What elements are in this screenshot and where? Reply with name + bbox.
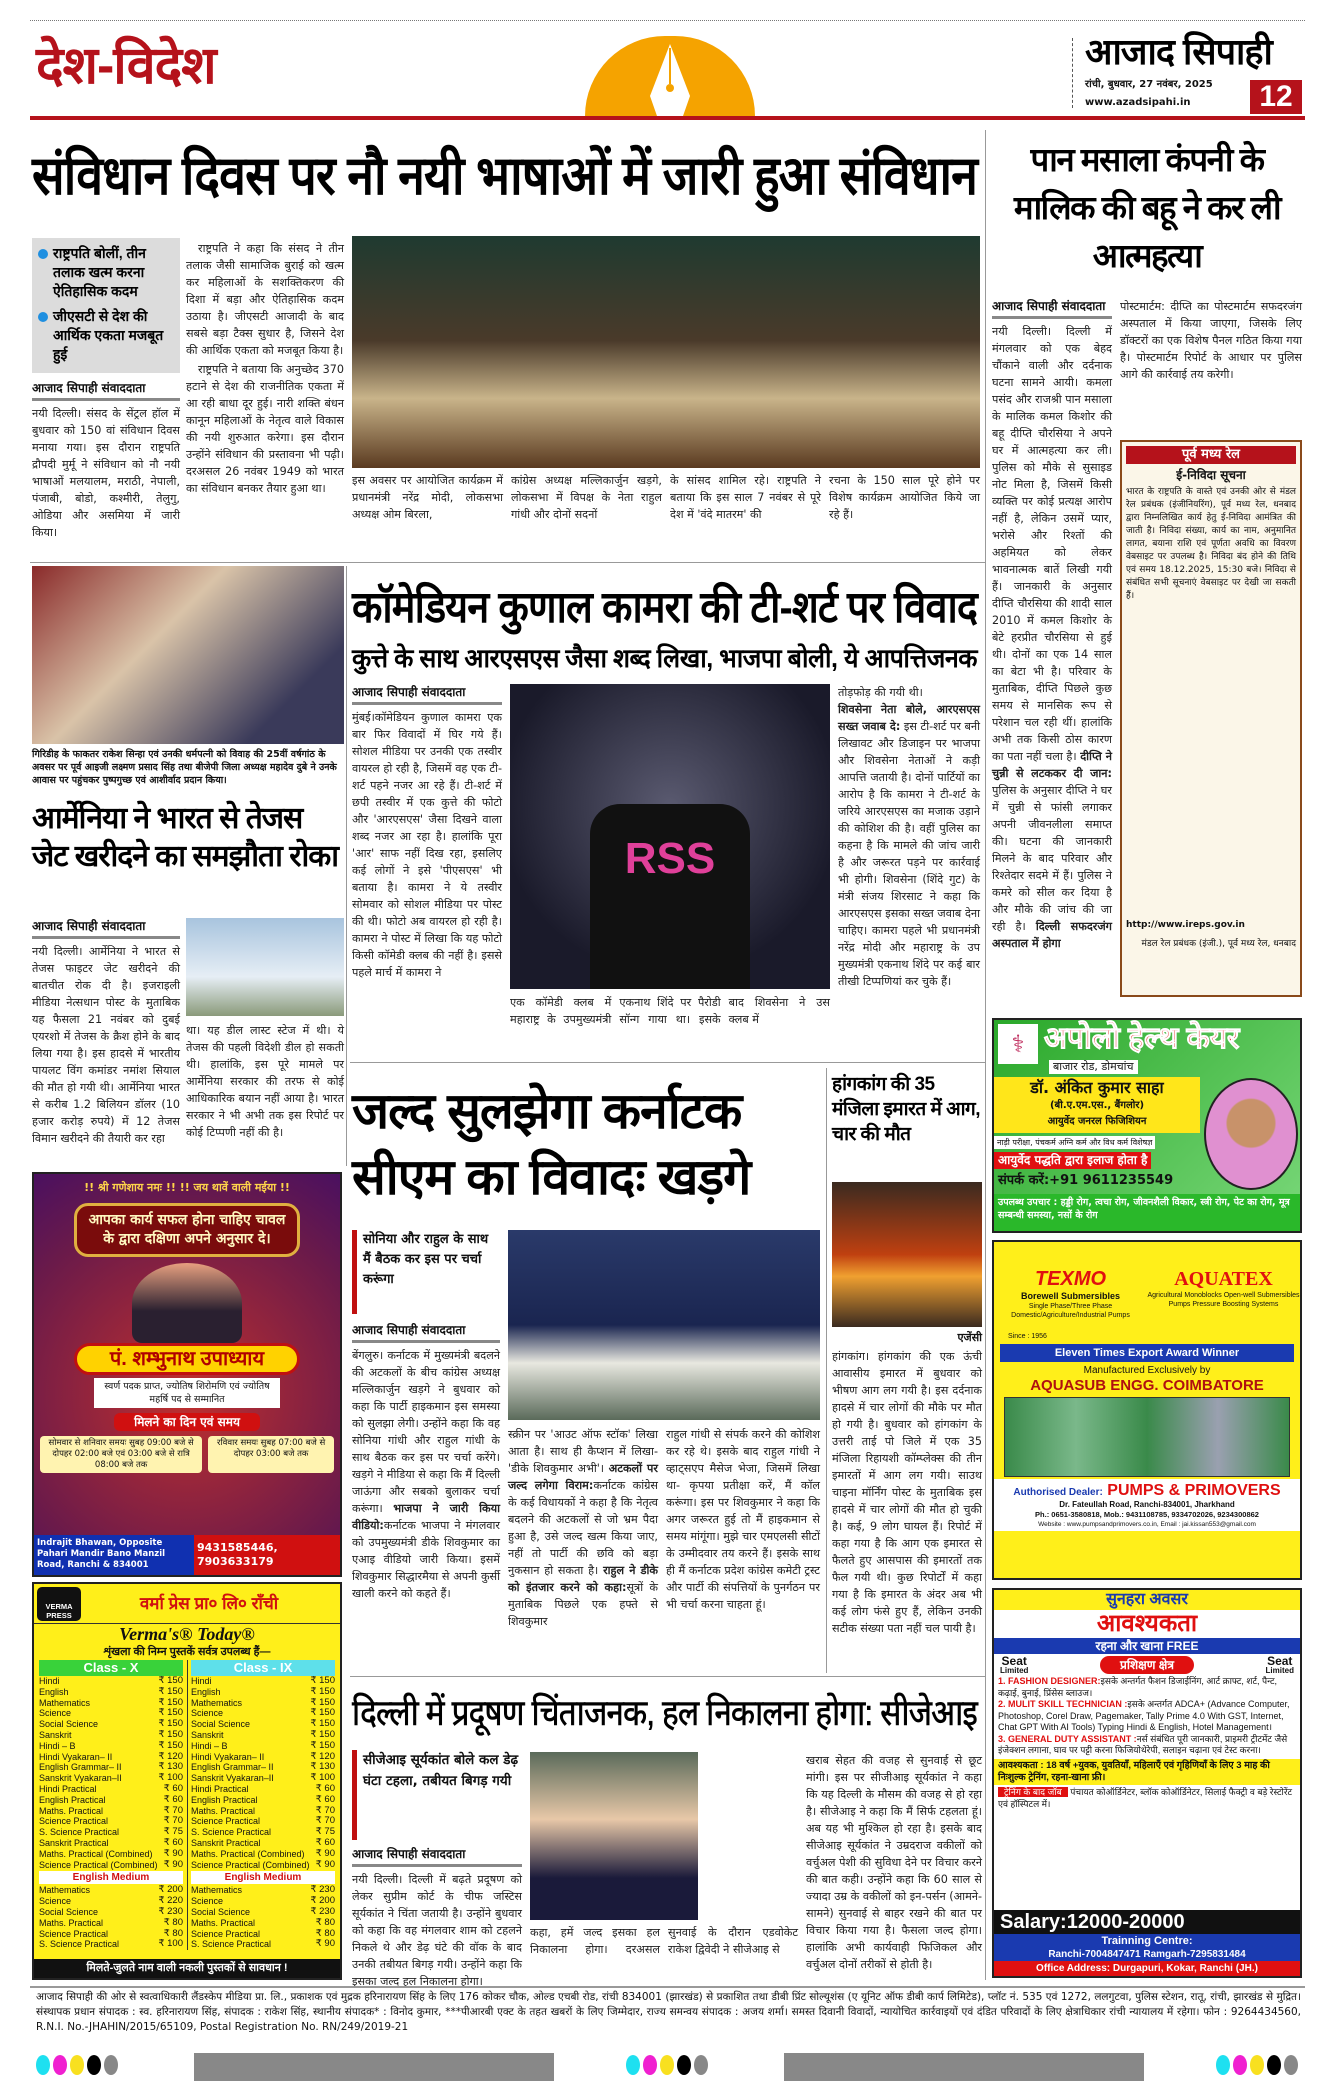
lead-bullets	[32, 238, 180, 373]
book-title: Sanskrit Practical	[39, 1837, 109, 1848]
bullet-text: राष्ट्रपति बोलीं, तीन तलाक खत्म करना ऐतिहासिक कदम	[53, 245, 146, 299]
texmo-pumps-ad	[992, 1240, 1302, 1580]
book-title: Mathematics	[39, 1697, 91, 1708]
book-title: Maths. Practical	[39, 1917, 104, 1928]
ad-text: Authorised Dealer:	[1013, 1487, 1103, 1498]
book-title: Mathematics	[191, 1697, 243, 1708]
book-price: ₹ 60	[315, 1782, 335, 1794]
book-price: ₹ 150	[158, 1685, 183, 1697]
ad-text: ट्रेनिंग के बाद जॉब	[998, 1787, 1068, 1797]
ad-title: अपोलो हेल्थ केयर	[1044, 1022, 1240, 1055]
book-price: ₹ 230	[158, 1905, 183, 1917]
kamra-photo	[510, 684, 830, 989]
ad-text: Agricultural Monoblocks Open-well Submersibles Pumps Pressure Boosting Systems	[1147, 1292, 1300, 1308]
book-price: ₹ 80	[315, 1927, 335, 1939]
book-title: English Grammar– II	[191, 1762, 274, 1773]
book-title: Sanskrit	[39, 1729, 72, 1740]
price-list-0	[39, 1660, 183, 1950]
ad-address: Indrajit Bhawan, Opposite Pahari Mandir Bano Manzil Road, Ranchi & 834001	[34, 1535, 194, 1575]
book-title: Hindi – B	[191, 1740, 228, 1751]
dealer-name: PUMPS & PRIMOVERS	[1107, 1482, 1281, 1499]
book-title: Social Science	[191, 1719, 251, 1730]
price-row	[39, 1918, 183, 1929]
book-price: ₹ 200	[310, 1895, 335, 1907]
ad-warning: मिलते-जुलते नाम वाली नकली पुस्तकों से सावधान !	[34, 1959, 340, 1978]
book-title: Maths. Practical	[191, 1917, 256, 1928]
book-title: Maths. Practical (Combined)	[39, 1848, 153, 1859]
ad-text: सोमवार से शनिवार समयः सुबह 09:00 बजे से दोपहर 02:00 बजे एवं 03:00 बजे से रात्रि 08:00 बजे तक	[40, 1436, 202, 1473]
book-title: S. Science Practical	[191, 1939, 272, 1950]
course-name: 3. GENERAL DUTY ASSISTANT :	[998, 1733, 1137, 1744]
book-price: ₹ 80	[163, 1927, 183, 1939]
ad-text: रहना और खाना FREE	[994, 1638, 1300, 1654]
tshirt-graphic: RSS	[590, 804, 750, 989]
ad-text: Manufactured Exclusively by	[1083, 1365, 1211, 1376]
book-price: ₹ 100	[158, 1938, 183, 1950]
paragraph: इस अवसर पर आयोजित कार्यक्रम में प्रधानमंत्री नरेंद्र मोदी, लोकसभा अध्यक्ष ओम बिरला,	[352, 474, 503, 521]
astrologer-name: पं. शम्भुनाथ उपाध्याय	[74, 1343, 300, 1375]
page-number: 12	[1250, 80, 1302, 114]
column-divider	[826, 1068, 827, 1673]
ad-text: Seat	[1001, 1654, 1027, 1668]
book-price: ₹ 150	[310, 1675, 335, 1686]
book-price: ₹ 90	[315, 1938, 335, 1950]
book-price: ₹ 90	[315, 1858, 335, 1870]
paragraph: सूत्रों के मुताबिक पिछले एक हफ्ते से शिवकुमार	[508, 1581, 658, 1628]
ad-text: Eleven Times Export Award Winner	[1000, 1344, 1294, 1362]
book-price: ₹ 100	[158, 1772, 183, 1784]
book-price: ₹ 80	[315, 1916, 335, 1928]
karnataka-pullquote: सोनिया और राहुल के साथ मैं बैठक कर इस पर चर्चा करूंगा	[352, 1230, 500, 1314]
book-price: ₹ 150	[310, 1707, 335, 1719]
ad-text: Trainning Centre:	[1101, 1935, 1193, 1947]
cji-photo	[530, 1752, 698, 1920]
book-price: ₹ 150	[310, 1696, 335, 1708]
building-fire-photo	[832, 1182, 982, 1327]
course-name: 2. MULIT SKILL TECHNICIAN :	[998, 1699, 1128, 1709]
ad-title: सुनहरा अवसर	[994, 1590, 1300, 1610]
price-row	[39, 1816, 183, 1827]
price-row	[191, 1806, 335, 1817]
kamra-below-photo: एक कॉमेडी क्लब में महाराष्ट्र के उपमुख्यमंत्री एकनाथ शिंदे पर पैरोडी सॉन्ग गाया था। इसके बाद शिवसेना ने उस क्लब में	[510, 996, 830, 1026]
ad-text: नाड़ी परीक्षा, पंचकर्म अग्नि कर्म और विध कर्म विशेषज्ञ	[994, 1136, 1155, 1149]
ad-text: रविवार समयः सुबह 07:00 बजे से दोपहर 03:00 बजे तक	[208, 1436, 334, 1473]
book-title: English Practical	[39, 1794, 106, 1805]
ad-text: शृंखला की निम्न पुस्तकें सर्वत्र उपलब्ध हैं—	[103, 1646, 271, 1658]
book-price: ₹ 150	[310, 1718, 335, 1730]
astrologer-photo	[132, 1263, 242, 1343]
stethoscope-icon: ⚕	[998, 1024, 1038, 1064]
book-title: Science	[191, 1708, 224, 1719]
book-price: ₹ 90	[163, 1847, 183, 1859]
paragraph: राष्ट्रपति ने बताया कि अनुच्छेद 370 हटाने से देश की राजनीतिक एकता में आ रही बाधा दूर हुई। नारी शक्ति बंधन कानून महिलाओं के नेतृत्व वाले विकास की नयी शुरुआत करेगा। इस दौरान उन्होंने संविधान की प्रस्तावना भी पढ़ी। दरअसल 26 नवंबर 1949 को भारत का संविधान बनकर तैयार हुआ था।	[186, 363, 344, 495]
ad-text: !! श्री गणेशाय नमः !! !! जय थावें वाली मईया !!	[84, 1181, 290, 1194]
book-price: ₹ 70	[163, 1804, 183, 1816]
paragraph: स्क्रीन पर 'आउट ऑफ स्टॉक' लिखा आता है। साथ ही कैप्शन में लिखा- 'डीके शिवकुमार अभी'।	[508, 1428, 658, 1475]
karnataka-photo	[508, 1230, 820, 1420]
book-price: ₹ 150	[310, 1685, 335, 1697]
ad-text: Single Phase/Three Phase Domestic/Agriculture/Industrial Pumps	[1011, 1303, 1130, 1319]
hongkong-headline: हांगकांग की 35 मंजिला इमारत में आग, चार की मौत	[832, 1074, 980, 1145]
verma-logo: VERMA PRESS	[37, 1587, 81, 1621]
medium-label: English Medium	[39, 1871, 183, 1884]
book-price: ₹ 70	[315, 1804, 335, 1816]
book-title: Science Practical	[39, 1928, 109, 1939]
ad-text: (बी.ए.एम.एस., बैंगलोर)	[1049, 1100, 1145, 1111]
ad-text: प्रशिक्षण क्षेत्र	[1100, 1656, 1194, 1674]
ad-phone: Ranchi-7004847471 Ramgarh-7295831484	[1048, 1949, 1246, 1960]
book-title: Hindi	[39, 1676, 60, 1686]
price-row	[191, 1907, 335, 1918]
subhead: अटकलों पर जल्द लगेगा विराम:	[508, 1462, 658, 1492]
book-title: Sanskrit Practical	[191, 1837, 261, 1848]
book-price: ₹ 60	[163, 1782, 183, 1794]
divider	[350, 1062, 985, 1063]
armenia-col1: नयी दिल्ली। आर्मेनिया ने भारत से तेजस फाइटर जेट खरीदने की बातचीत रोक दी है। इजराइली मीडिया नेत्सधान पोस्ट के मुताबिक यह फैसला 21 नवंबर को दुबई एयरशो में तेजस के क्रैश होने के बाद लिया गया है। इस हादसे में भारतीय पायलट विंग कमांडर नमांश सियाल की मौत हो गयी थी। आर्मेनिया भारत से करीब 1.2 बिलियन डॉलर (10 हजार करोड़ रुपये) में 12 तेजस विमान खरीदने की तैयारी कर रहा	[32, 945, 180, 1145]
photo-caption: गिरिडीह के फाकतर राकेश सिन्हा एवं उनकी धर्मपत्नी को विवाह की 25वीं वर्षगांठ के अवसर पर पूर्व आइजी लक्ष्मण प्रसाद सिंह तथा बीजेपी जिला अध्यक्ष महादेव दुबे ने उनके आवास पर पहुंचकर पुष्पगुच्छ एवं आशीर्वाद प्रदान किया।	[32, 749, 337, 786]
ad-text: पंचायत कोऑर्डिनेटर, ब्लॉक कोऑर्डिनेटर, सिलाई फैक्ट्री व बड़े रेस्टोरेंट एवं हॉस्पिटल में।	[998, 1786, 1293, 1809]
price-row	[191, 1860, 335, 1871]
header-rule	[30, 116, 1305, 120]
price-row	[191, 1918, 335, 1929]
delhi-col3: खराब सेहत की वजह से सुनवाई से छूट मांगी। इस पर सीजीआइ सूर्यकांत ने कहा कि यह दिल्ली के मौसम की वजह से हो रहा है। सीजेआइ ने कहा कि मैं सिर्फ टहलता हूं। अब यह भी मुश्किल हो रहा है। इसके बाद सीजेआइ सूर्यकांत ने उम्रदराज वकीलों को वर्चुअल पेशी की सुविधा देने पर विचार करने की बात कही। उन्होंने कहा कि 60 साल से ज्यादा उम्र के वकीलों को इन-पर्सन (आमने-सामने) सुनवाई से बाहर रखने की बात पर विचार किया गया है। फैसला जल्द होगा। हालांकि अभी कार्यवाही फिजिकल और वर्चुअल दोनों तरीकों से होती है।	[806, 1754, 982, 1971]
paragraph: राष्ट्रपति ने कहा कि संसद ने तीन तलाक जैसी सामाजिक बुराई को खत्म कर महिलाओं के सशक्तिकरण की दिशा में बड़ा और ऐतिहासिक कदम उठाया है। जीएसटी आजादी के बाद सबसे बड़ा टैक्स सुधार है, जिसने देश की आर्थिक एकता को मजबूत किया है।	[186, 242, 344, 357]
tejas-jet-photo	[186, 918, 344, 1016]
subhead: राहुल ने डीके को इंतजार करने को कहा:	[508, 1564, 659, 1594]
book-price: ₹ 120	[158, 1750, 183, 1762]
byline: आजाद सिपाही संवाददाता	[32, 918, 180, 939]
ad-text: AQUASUB ENGG. COIMBATORE	[1030, 1377, 1264, 1394]
divider	[350, 1676, 985, 1677]
price-row	[191, 1939, 335, 1950]
karnataka-headline: जल्द सुलझेगा कर्नाटक सीएम का विवादः खड़गे	[352, 1083, 751, 1205]
ad-text: बाजार रोड, डोमचांच	[1049, 1060, 1138, 1074]
book-price: ₹ 120	[310, 1750, 335, 1762]
book-price: ₹ 150	[158, 1675, 183, 1686]
imprint: आजाद सिपाही की ओर से स्वत्वाधिकारी लैंडस्केप मीडिया प्रा. लि., प्रकाशक एवं मुद्रक हरिनारायण सिंह के लिए 176 कोकर चौक, ओल्ड एचबी रोड, रांची 834001 (झारखंड) से प्रकाशित तथा डीबी प्रिंट सोल्यूशंस (ए यूनिट ऑफ डीबी कार्प लिमिटेड), प्लॉट नं. 535 एवं 1272, ललगुटवा, पुलिस स्टेशन, रातू, रांची, झारखंड से मुद्रित। संस्थापक प्रधान संपादक : स्व. हरिनारायण सिंह, संपादक : राकेश सिंह, स्थानीय संपादक* : विनोद कुमार, ***पीआरबी एक्ट के तहत खबरों के लिए जिम्मेदार, राज्य समन्वय संपादक : अजय शर्मा। समस्त दिवानी विवादों, न्यायोचित कार्रवाइयों एवं दंडित परिवादों के लिए क्षेत्राधिकार रांची न्यायालय में रहेगा। फोन : 9264434560, R.N.I. No.-JHAHIN/2015/65109, Postal Registration No. RN/249/2019-21	[36, 1991, 1301, 2033]
railway-tender-notice	[1120, 440, 1302, 997]
book-price: ₹ 90	[315, 1847, 335, 1859]
panmasala-col1	[992, 323, 1112, 1001]
bullet-icon	[38, 312, 48, 322]
doctor-photo	[1204, 1078, 1298, 1190]
ad-text: आयुर्वेद जनरल फिजिशियन	[1047, 1116, 1147, 1127]
ad-text: स्वर्ण पदक प्राप्त, ज्योतिष शिरोमणि एवं ज्योतिष महर्षि पद से सम्मानित	[94, 1378, 280, 1408]
book-title: Social Science	[39, 1719, 99, 1730]
ad-title: वर्मा प्रेस प्रा० लि० राँची	[139, 1593, 279, 1613]
book-title: Hindi Practical	[39, 1783, 97, 1794]
book-title: Sanskrit	[191, 1729, 224, 1740]
medium-label: English Medium	[191, 1871, 335, 1884]
ad-text: Dr. Fateullah Road, Ranchi-834001, Jharkhand	[1059, 1500, 1235, 1509]
book-price: ₹ 230	[310, 1884, 335, 1896]
ad-phone: 9431585446, 7903633179	[194, 1535, 340, 1575]
ad-brand: Verma's® Today®	[119, 1624, 255, 1644]
price-list-1	[187, 1660, 335, 1950]
book-title: Hindi Vyakaran– II	[191, 1751, 265, 1762]
paragraph: रचना के 150 साल पूरे होने पर विशेष कार्यक्रम आयोजित किये जा रहे हैं।	[829, 474, 980, 521]
ad-tagline: आपका कार्य सफल होना चाहिए चावल के द्वारा दक्षिणा अपने अनुसार दे।	[74, 1203, 300, 1257]
dateline: रांची, बुधवार, 27 नवंबर, 2025	[1085, 79, 1213, 90]
hongkong-body: हांगकांग। हांगकांग की एक ऊंची आवासीय इमारत में बुधवार को भीषण आग लग गयी है। इस दर्दनाक हादसे में चार लोगों की मौके पर मौत हो गयी है। बुधवार को हांगकांग के उत्तरी ताई पो जिले में एक 35 मंजिला रिहायशी कॉम्प्लेक्स की तीन इमारतों में आग लग गयी। साउथ चाइना मॉर्निंग पोस्ट के मुताबिक इस हादसे में चार लोगों की मौत हो चुकी है। कई, 9 लोग घायल हैं। रिपोर्ट में कहा गया है कि आग एक इमारत से फैलते हुए आसपास की इमारतों तक फैल गयी थी। कुछ रिपोर्टों में कहा गया है कि इमारत के अंदर अब भी कई लोग फंसे हुए हैं, लेकिन उनकी सटीक संख्या पता नहीं चल पायी है।	[832, 1350, 982, 1635]
bullet-icon	[38, 249, 48, 259]
anniversary-photo	[32, 566, 344, 744]
tender-footer: मंडल रेल प्रबंधक (इंजी.), पूर्व मध्य रेल, धनबाद	[1141, 939, 1296, 949]
book-price: ₹ 100	[310, 1772, 335, 1784]
ad-text: Since : 1956	[1008, 1333, 1047, 1340]
price-lists	[34, 1659, 340, 1951]
byline: आजाद सिपाही संवाददाता	[352, 1846, 522, 1867]
kamra-col3	[838, 684, 980, 1058]
book-title: Science Practical	[191, 1928, 261, 1939]
class-heading: Class - X	[39, 1660, 183, 1676]
paragraph: पुलिस के अनुसार दीप्ति ने घर में चुन्नी से फांसी लगाकर अपनी जीवनलीला समाप्त की। घटना की जानकारी मिलने के बाद परिवार और रिश्तेदार सदमे में हैं। पुलिस ने कमरे को सील कर दिया है और मौके की जांच की जा रही है।	[992, 784, 1112, 933]
price-row	[39, 1907, 183, 1918]
armenia-headline: आर्मेनिया ने भारत से तेजस जेट खरीदने का समझौता रोका	[32, 802, 339, 873]
book-price: ₹ 80	[163, 1916, 183, 1928]
book-title: Maths. Practical	[191, 1805, 256, 1816]
pen-nib-icon	[585, 36, 755, 116]
book-title: Sanskrit Vyakaran–II	[191, 1773, 274, 1784]
lead-headline: संविधान दिवस पर नौ नयी भाषाओं में जारी हुआ संविधान	[32, 146, 978, 206]
book-title: Science	[39, 1896, 72, 1907]
course-name: 1. FASHION DESIGNER:	[998, 1676, 1101, 1686]
price-row	[191, 1816, 335, 1827]
parliament-photo	[352, 236, 980, 468]
price-row	[191, 1795, 335, 1806]
book-price: ₹ 130	[310, 1761, 335, 1773]
doctor-name: डॉ. अंकित कुमार साहा	[1030, 1078, 1164, 1097]
tender-org: पूर्व मध्य रेल	[1126, 446, 1296, 464]
book-price: ₹ 90	[163, 1858, 183, 1870]
book-title: S. Science Practical	[191, 1827, 272, 1838]
masthead-divider	[1072, 38, 1073, 108]
book-price: ₹ 230	[310, 1905, 335, 1917]
book-title: Science Practical (Combined)	[191, 1859, 310, 1870]
ad-text: आवश्यकता : 18 वर्ष +युवक, युवतियाँ, महिलाएँ एवं गृहिणियाँ के लिए 3 माह की निःशुल्क ट्रेनिंग, रहना-खाना फ्री।	[994, 1759, 1300, 1785]
book-title: Social Science	[191, 1906, 251, 1917]
book-price: ₹ 70	[315, 1815, 335, 1827]
byline: आजाद सिपाही संवाददाता	[352, 1322, 500, 1343]
ad-text: Website : www.pumpsandprimovers.co.in, Email : jai.kissan553@gmail.com	[1038, 1521, 1256, 1528]
book-title: Sanskrit Vyakaran–II	[39, 1773, 122, 1784]
book-price: ₹ 200	[158, 1884, 183, 1896]
ad-text: नर्स संबंधित पूरी जानकारी, प्राइमरी ट्रीटमेंट जैसे इंजेक्शन लगाना, घाव पर पट्टी करना फिजियोथेरेपी, सलाइन चढ़ाना एवं टेस्ट करना।	[998, 1733, 1288, 1755]
training-jobs-ad	[992, 1588, 1302, 1978]
byline: आजाद सिपाही संवाददाता	[352, 684, 502, 705]
book-price: ₹ 150	[158, 1739, 183, 1751]
subhead: दिल्ली सफदरजंग अस्पताल में होगा	[992, 920, 1112, 950]
price-row	[191, 1784, 335, 1795]
book-price: ₹ 60	[163, 1793, 183, 1805]
paragraph: कर्नाटक भाजपा ने मंगलवार को उपमुख्यमंत्री डीके शिवकुमार का एआइ वीडियो जारी किया। इसमें शिवकुमार सिद्धारमैया से अपनी कुर्सी खाली करने को कहते हैं।	[352, 1519, 500, 1600]
book-price: ₹ 150	[158, 1707, 183, 1719]
ad-text: Limited	[1265, 1666, 1294, 1675]
price-row	[39, 1773, 183, 1784]
book-title: Hindi	[191, 1676, 212, 1686]
column-divider	[346, 566, 347, 1166]
book-price: ₹ 70	[163, 1815, 183, 1827]
ad-phone: Ph.: 0651-3580818, Mob.: 9431108785, 9334702026, 9234300862	[1035, 1510, 1259, 1519]
apollo-health-care-ad	[992, 1018, 1302, 1233]
armenia-col2: था। यह डील लास्ट स्टेज में थी। ये तेजस की पहली विदेशी डील हो सकती थी। हालांकि, इस पूरे मामले पर आर्मेनिया सरकार की तरफ से कोई आधिकारिक बयान नहीं आया है। भारत सरकार ने भी अभी तक इस रिपोर्ट पर कोई टिप्पणी नहीं की है।	[186, 1024, 344, 1139]
price-row	[39, 1806, 183, 1817]
lead-below-photo	[352, 472, 980, 557]
bullet-text: जीएसटी से देश की आर्थिक एकता मजबूत हुई	[53, 308, 164, 362]
price-row	[39, 1838, 183, 1849]
book-price: ₹ 150	[158, 1718, 183, 1730]
book-title: Hindi Vyakaran– II	[39, 1751, 113, 1762]
paragraph: नयी दिल्ली। दिल्ली में मंगलवार को एक बेहद चौंकाने वाली और दर्दनाक घटना सामने आयी। कमला पसंद और राजश्री पान मसाला के मालिक कमल किशोर की बहू दीप्ति चौरसिया ने अपने घर में आत्महत्या कर ली। पुलिस को मौके से सुसाइड नोट मिला है, जिसमें किसी व्यक्ति पर कोई प्रत्यक्ष आरोप नहीं है, लेकिन उसमें प्यार, भरोसे और रिश्तों की अहमियत को लेकर भावनात्मक बातें लिखी गयी हैं। जानकारी के अनुसार दीप्ति चौरसिया की शादी साल 2010 में कमल किशोर के बेटे हरप्रीत चौरसिया से हुई थी। दोनों का एक 14 साल का बेटा भी है। परिवार के मुताबिक, दीप्ति पिछले कुछ समय से मानसिक रूप से परेशान चल रही थीं। हालांकि अभी तक किसी ठोस कारण का पता नहीं चला है।	[992, 325, 1112, 763]
aquatex-logo: AQUATEX	[1174, 1268, 1273, 1290]
divider	[30, 562, 985, 563]
delhi-headline: दिल्ली में प्रदूषण चिंताजनक, हल निकालना होगा: सीजेआइ	[352, 1692, 977, 1733]
salary: Salary:12000-20000	[994, 1910, 1300, 1934]
book-price: ₹ 60	[315, 1793, 335, 1805]
book-title: Mathematics	[191, 1885, 243, 1896]
price-row	[191, 1773, 335, 1784]
tender-title: ई-निविदा सूचना	[1176, 468, 1246, 482]
kamra-subhead: कुत्ते के साथ आरएसएस जैसा शब्द लिखा, भाजपा बोली, ये आपत्तिजनक	[352, 643, 978, 673]
top-rule	[30, 20, 1305, 21]
book-price: ₹ 60	[315, 1836, 335, 1848]
ad-text: उपलब्ध उपचार : हड्डी रोग, त्वचा रोग, जीवनशैली विकार, स्त्री रोग, पेट का रोग, मूत्र सम्बन्धी समस्या, नसों के रोग	[994, 1194, 1300, 1231]
price-row	[39, 1849, 183, 1860]
ad-text: इसके अन्तर्गत फैशन डिजाईनिंग, आर्ट क्राफ्ट, शर्ट, पैन्ट, कढ़ाई, बुनाई, प्रिंसेस ब्लाउज।	[998, 1676, 1278, 1698]
price-row	[39, 1741, 183, 1752]
footer-rule	[30, 1986, 1305, 1988]
subhead: भाजपा ने जारी किया वीडियो:	[352, 1502, 500, 1532]
paragraph: तोड़फोड़ की गयी थी।	[838, 686, 923, 699]
pumps-image	[1004, 1397, 1290, 1477]
lead-col1: नयी दिल्ली। संसद के सेंट्रल हॉल में बुधवार को 150 वां संविधान दिवस मनाया गया। इस दौरान राष्ट्रपति द्रौपदी मुर्मू ने संविधान को नौ नयी भाषाओं मलयालम, मराठी, नेपाली, पंजाबी, बोडो, कश्मीरी, तेलुगु, ओडिया और असमिया में जारी किया।	[32, 407, 180, 539]
karnataka-col2	[508, 1426, 658, 1668]
paragraph: कर्नाटक कांग्रेस के कई विधायकों ने कहा है कि नेतृत्व बदलने की अटकलों से जो भ्रम पैदा हुआ है, उसे जल्द खत्म किया जाए, नहीं तो पार्टी की छवि को बड़ा नुकसान हो सकता है।	[508, 1479, 658, 1577]
ad-text: मिलने का दिन एवं समय	[114, 1413, 260, 1431]
karnataka-col3: राहुल गांधी से संपर्क करने की कोशिश कर रहे थे। इसके बाद राहुल गांधी ने व्हाट्सएप मैसेज भेजा, जिसमें लिखा था- कृपया प्रतीक्षा करें, मैं कॉल करूंगा। इस पर शिवकुमार ने कहा कि अगर जरूरत हुई तो मैं हाइकमान से समय मांगूंगा। मुझे चार एमएलसी सीटों के उम्मीदवार तय करने हैं। इसके साथ ही मैं कर्नाटक प्रदेश कांग्रेस कमेटी ट्रस्ट और पार्टी की संपत्तियों के पुनर्गठन पर भी चर्चा करना चाहता हूं।	[666, 1428, 820, 1611]
book-price: ₹ 220	[158, 1895, 183, 1907]
book-price: ₹ 75	[163, 1826, 183, 1838]
texmo-logo: TEXMO	[1034, 1268, 1107, 1290]
ad-text: आयुर्वेद पद्धति द्वारा इलाज होता है	[994, 1152, 1151, 1169]
karnataka-col1	[352, 1347, 500, 1672]
subhead: शिवसेना नेता बोले, आरएसएस सख्त जवाब दे:	[838, 703, 980, 733]
agency-credit: एजेंसी	[957, 1331, 982, 1344]
delhi-pullquote: सीजेआइ सूर्यकांत बोले कल डेढ़ घंटा टहला, तबीयत बिगड़ गयी	[352, 1750, 522, 1840]
pen-nib-logo	[585, 36, 755, 116]
book-price: ₹ 150	[310, 1728, 335, 1740]
book-title: Hindi Practical	[191, 1783, 249, 1794]
book-title: Maths. Practical (Combined)	[191, 1848, 305, 1859]
delhi-col1: नयी दिल्ली। दिल्ली में बढ़ते प्रदूषण को लेकर सुप्रीम कोर्ट के चीफ जस्टिस सूर्यकांत ने चिंता जतायी है। उन्होंने बुधवार को कहा कि वह मंगलवार शाम को टहलने निकले थे और डेढ़ घंटे की वॉक के बाद उनकी तबीयत बिगड़ गयी। उन्होंने कहा कि इसका जल्द हल निकालना होगा।	[352, 1873, 522, 1988]
panmasala-headline: पान मसाला कंपनी के मालिक की बहू ने कर ली आत्महत्या	[1013, 141, 1281, 274]
book-price: ₹ 150	[158, 1728, 183, 1740]
book-title: Science Practical	[191, 1816, 261, 1827]
subhead: दीप्ति ने चुन्नी से लटककर दी जान:	[992, 750, 1112, 780]
ad-text: Limited	[1000, 1666, 1029, 1675]
doctor-details	[994, 1077, 1200, 1133]
price-row	[39, 1784, 183, 1795]
book-title: English Practical	[191, 1794, 258, 1805]
tender-website: http://www.ireps.gov.in	[1126, 920, 1245, 930]
book-price: ₹ 150	[310, 1739, 335, 1751]
book-title: S. Science Practical	[39, 1827, 120, 1838]
verma-press-ad	[32, 1582, 342, 1980]
book-title: Hindi – B	[39, 1740, 76, 1751]
book-title: Social Science	[39, 1906, 99, 1917]
paragraph: के सांसद शामिल रहे। राष्ट्रपति ने बताया कि इस साल 7 नवंबर से पूरे देश में 'वंदे मातरम' की	[670, 474, 821, 521]
book-price: ₹ 150	[158, 1696, 183, 1708]
price-row	[191, 1838, 335, 1849]
book-title: S. Science Practical	[39, 1939, 120, 1950]
lead-col2	[186, 240, 344, 555]
color-registration-marks	[36, 2052, 1301, 2082]
astrology-ad	[32, 1172, 342, 1577]
price-row	[191, 1741, 335, 1752]
website: www.azadsipahi.in	[1085, 97, 1191, 108]
paragraph: बेंगलुरु। कर्नाटक में मुख्यमंत्री बदलने की अटकलों के बीच कांग्रेस अध्यक्ष मल्लिकार्जुन खड़गे ने बुधवार को कहा कि पार्टी हाइकमान इस समस्या को सुलझा लेगी। उन्होंने कहा कि वह सोनिया गांधी और राहुल गांधी के साथ बैठक कर इस पर चर्चा करेंगे। खड़गे ने मीडिया से कहा कि मैं दिल्ली जाऊंगा और सबको बुलाकर चर्चा करूंगा।	[352, 1349, 500, 1515]
byline: आजाद सिपाही संवाददाता	[32, 380, 180, 401]
price-row	[39, 1687, 183, 1698]
price-row	[39, 1827, 183, 1838]
book-title: Science	[39, 1708, 72, 1719]
price-row	[191, 1929, 335, 1940]
section-title: देश-विदेश	[36, 37, 216, 95]
panmasala-col2: पोस्टमार्टम: दीप्ति का पोस्टमार्टम सफदरजंग अस्पताल में किया जाएगा, जिसके लिए डॉक्टरों का एक विशेष पैनल गठित किया गया है। पोस्टमार्टम रिपोर्ट के आधार पर पुलिस आगे की कार्रवाई तय करेगी।	[1120, 300, 1302, 381]
book-price: ₹ 130	[158, 1761, 183, 1773]
kamra-col1: मुंबई।कॉमेडियन कुणाल कामरा एक बार फिर विवादों में घिर गये हैं। सोशल मीडिया पर उनकी एक तस्वीर वायरल हो रही है, जिसमें वह एक टी-शर्ट पहने नजर आ रहे हैं। टी-शर्ट में छपी तस्वीर में एक कुत्ते की फोटो और 'आरएसएस' जैसा दिखने वाला शब्द नजर आ रहा है। हालांकि पूरा 'आर' साफ नहीं दिख रहा, इसलिए कई लोगों ने इसे 'पीएसएस' भी बताया है। कामरा ने ये तस्वीर सोमवार को सोशल मीडिया पर पोस्ट की थी। फोटो अब वायरल हो रही है। कामरा ने पोस्ट में लिखा कि यह फोटो किसी कॉमेडी क्लब की नहीं है। इससे पहले मार्च में कामरा ने	[352, 711, 502, 979]
class-heading: Class - IX	[191, 1660, 335, 1676]
book-title: Mathematics	[39, 1885, 91, 1896]
book-title: Science Practical (Combined)	[39, 1859, 158, 1870]
byline: आजाद सिपाही संवाददाता	[992, 298, 1112, 319]
ad-text: Office Address: Durgapuri, Kokar, Ranchi (JH.)	[994, 1961, 1300, 1976]
paragraph: कांग्रेस अध्यक्ष मल्लिकार्जुन खड़गे, लोकसभा में विपक्ष के नेता राहुल गांधी और दोनों सदनों	[511, 474, 662, 521]
ad-text: Borewell Submersibles	[1020, 1291, 1121, 1301]
kamra-headline: कॉमेडियन कुणाल कामरा की टी-शर्ट पर विवाद	[352, 583, 977, 632]
price-row	[191, 1687, 335, 1698]
ad-text: इसके अन्तर्गत ADCA+ (Advance Computer, Photoshop, Corel Draw, Pagemaker, Tally Prime 4.0 With GST, Internet, Chat GPT With AI Tools) Typing Hindi & English, Hotel Management।	[998, 1699, 1290, 1732]
ad-title: आवश्यकता	[1096, 1610, 1198, 1637]
paragraph: इस टी-शर्ट पर बनी लिखावट और डिजाइन पर भाजपा और शिवसेना नेताओं ने कड़ी आपत्ति जतायी है। दोनों पार्टियों का आरोप है कि कामरा ने टी-शर्ट के जरिये आरएसएस का मजाक उड़ाने की कोशिश की है। वहीं पुलिस का कहना है कि मामले की जांच जारी है और जरूरत पड़ने पर कार्रवाई भी होगी। शिवसेना (शिंदे गुट) के मंत्री संजय शिरसाट ने कहा कि आरएसएस इसका सख्त जवाब देना चाहिए। कामरा पहले भी प्रधानमंत्री नरेंद्र मोदी और महाराष्ट्र के उप मुख्यमंत्री एकनाथ शिंदे पर कई बार तीखी टिप्पणियां कर चुके हैं।	[838, 720, 980, 988]
price-row	[191, 1827, 335, 1838]
book-price: ₹ 75	[315, 1826, 335, 1838]
tender-body: भारत के राष्ट्रपति के वास्ते एवं उनकी ओर से मंडल रेल प्रबंधक (इंजीनियरिंग), पूर्व मध्य रेल, धनबाद द्वारा निम्नलिखित कार्य हेतु ई-निविदा आमंत्रित की जाती है। निविदा संख्या, कार्य का नाम, अनुमानित लागत, बयाना राशि एवं पूर्णता अवधि का विवरण वेबसाइट पर उपलब्ध है। निविदा बंद होने की तिथि एवं समय 18.12.2025, 15:30 बजे। निविदा से संबंधित सभी सूचनाएं वेबसाइट पर देखी जा सकती हैं।	[1126, 487, 1296, 601]
book-title: Science Practical	[39, 1816, 109, 1827]
delhi-below-photo: कहा, हमें जल्द इसका हल निकालना होगा। दरअसल सुनवाई के दौरान एडवोकेट राकेश द्विवेदी ने सीजेआइ से	[530, 1926, 798, 1956]
book-title: English Grammar– II	[39, 1762, 122, 1773]
price-row	[39, 1795, 183, 1806]
book-title: Science	[191, 1896, 224, 1907]
price-row	[39, 1939, 183, 1950]
ad-phone: संपर्क करें:+91 9611235549	[998, 1173, 1174, 1188]
price-row	[39, 1860, 183, 1871]
book-title: English	[39, 1686, 69, 1697]
book-price: ₹ 60	[163, 1836, 183, 1848]
book-title: Maths. Practical	[39, 1805, 104, 1816]
ad-text: Seat	[1267, 1654, 1293, 1668]
book-title: English	[191, 1686, 221, 1697]
newspaper-name: आजाद सिपाही	[1085, 31, 1272, 72]
column-divider	[985, 130, 986, 1980]
price-row	[191, 1849, 335, 1860]
